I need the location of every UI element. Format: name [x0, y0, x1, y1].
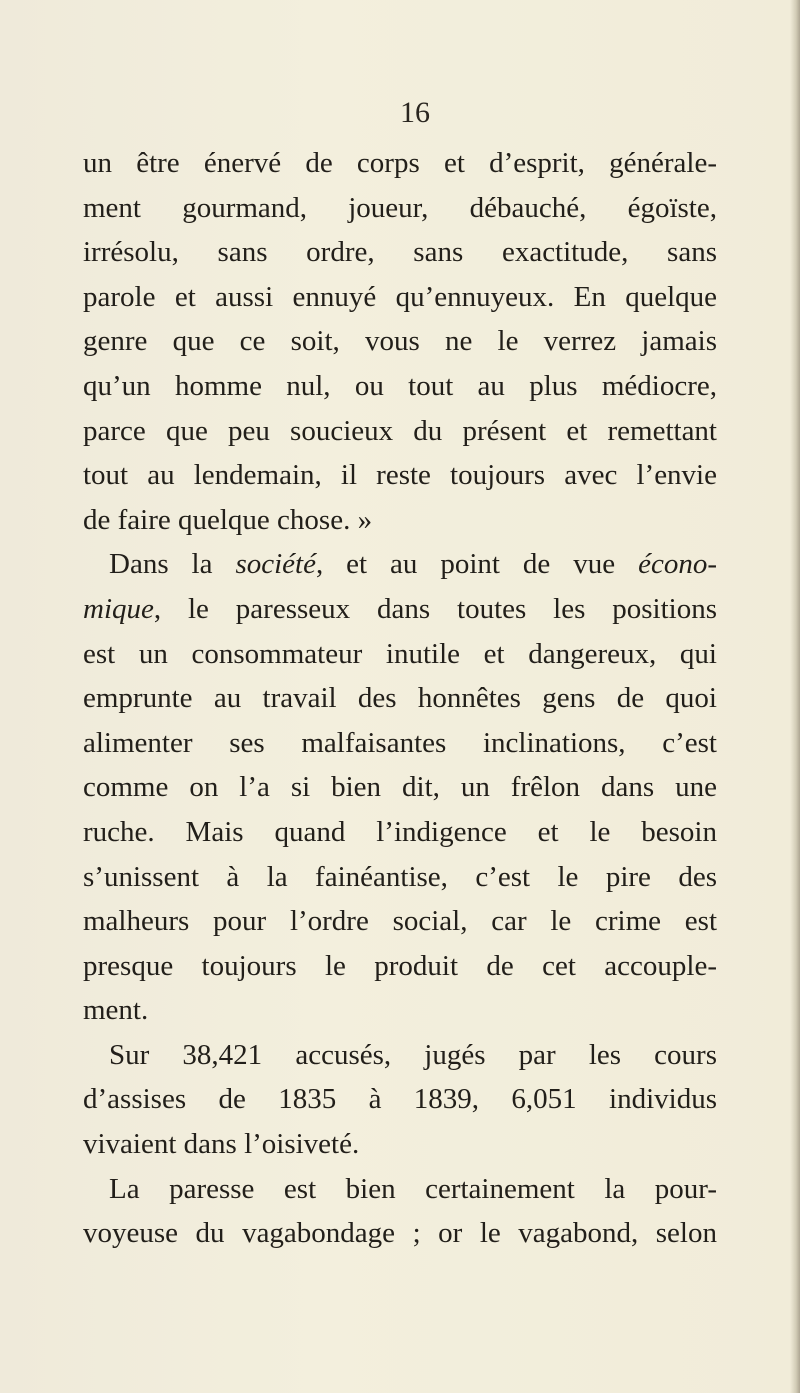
text-line: qu’un homme nul, ou tout au plus médiocre, [83, 369, 717, 402]
italic-term: écono- [638, 548, 717, 581]
text-line: de faire quelque chose. » [83, 503, 373, 536]
text-line [83, 542, 717, 587]
italic-term: société [235, 548, 316, 581]
text-line: d’assises de 1835 à 1839, 6,051 individus [83, 1083, 717, 1116]
text-line: ment. [83, 994, 149, 1027]
text-line: tout au lendemain, il reste toujours avec l’envie [83, 459, 717, 492]
text-line: Sur 38,421 accusés, jugés par les cours [109, 1038, 717, 1071]
italic-term: mique [83, 592, 154, 625]
text-run: , et au point de vue [315, 548, 639, 581]
text-line: genre que ce soit, vous ne le verrez jamais [83, 325, 717, 358]
text-line: alimenter ses malfaisantes inclinations, c’est [83, 726, 717, 759]
page-edge-shadow [790, 0, 800, 1393]
page-number: 16 [400, 96, 430, 129]
text-line: ment gourmand, joueur, débauché, égoïste, [83, 191, 717, 224]
text-line: irrésolu, sans ordre, sans exactitude, sans [83, 236, 717, 269]
text-line: un être énervé de corps et d’esprit, générale- [83, 147, 717, 179]
body-text [83, 141, 717, 1256]
text-line [83, 587, 717, 632]
text-line: est un consommateur inutile et dangereux, qui [83, 637, 717, 670]
text-line: parce que peu soucieux du présent et remettant [83, 414, 717, 447]
text-line: presque toujours le produit de cet accouple- [83, 949, 717, 982]
text-run: Dans la [109, 548, 236, 581]
text-line: s’unissent à la fainéantise, c’est le pire des [83, 860, 717, 893]
text-line: malheurs pour l’ordre social, car le crime est [83, 905, 717, 938]
text-line: parole et aussi ennuyé qu’ennuyeux. En quelque [83, 280, 717, 313]
text-line: comme on l’a si bien dit, un frêlon dans une [83, 771, 717, 804]
text-line: La paresse est bien certainement la pour- [109, 1172, 717, 1205]
text-line: emprunte au travail des honnêtes gens de quoi [83, 682, 717, 715]
text-line: ruche. Mais quand l’indigence et le besoin [83, 815, 717, 848]
text-line: voyeuse du vagabondage ; or le vagabond, selon [83, 1217, 717, 1250]
text-run: , le paresseux dans toutes les positions [153, 592, 717, 625]
text-line: vivaient dans l’oisiveté. [83, 1128, 360, 1161]
